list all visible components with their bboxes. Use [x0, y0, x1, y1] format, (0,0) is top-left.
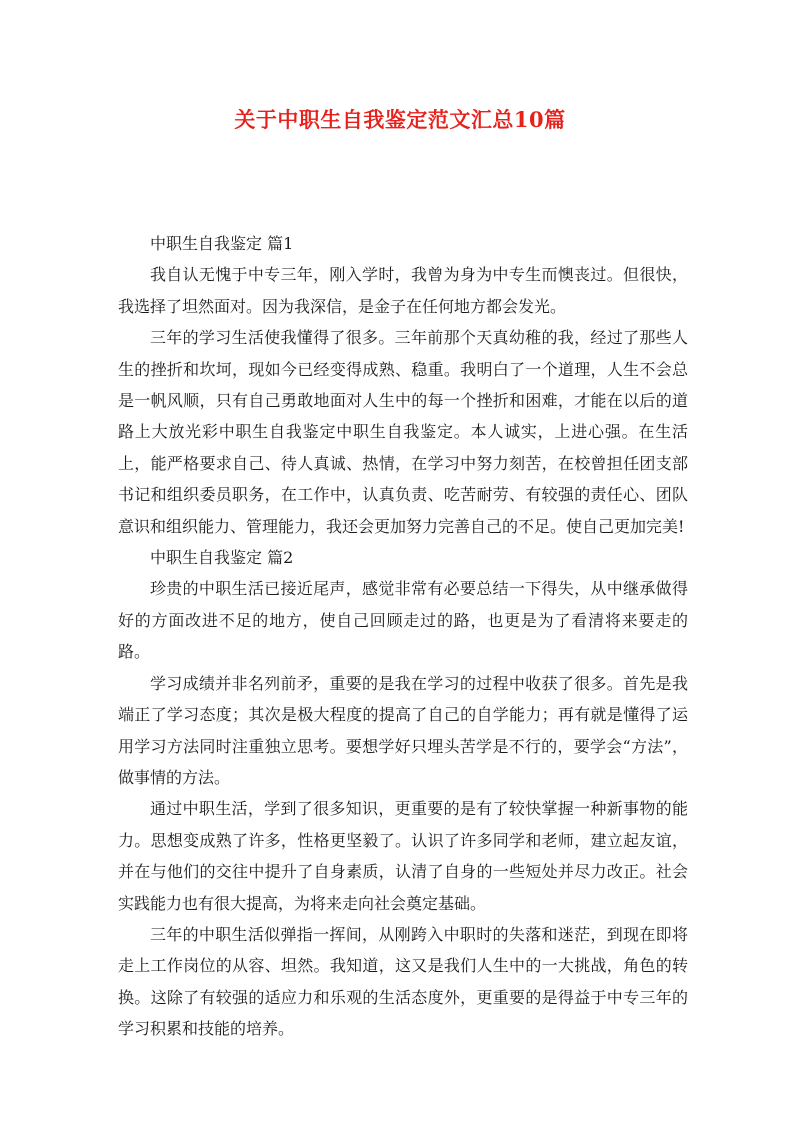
section-heading: 中职生自我鉴定 篇2 [150, 548, 294, 568]
paragraph: 三年的中职生活似弹指一挥间，从刚跨入中职时的失落和迷茫，到现在即将走上工作岗位的从容、坦然。我知道，这又是我们人生中的一大挑战，角色的转换。这除了有较强的适应力和乐观的生活态度外，更重要的是得益于中专三年的学习积累和技能的培养。 [118, 924, 688, 1039]
document-body [118, 228, 688, 1045]
paragraph: 珍贵的中职生活已接近尾声，感觉非常有必要总结一下得失，从中继承做得好的方面改进不足的地方，使自己回顾走过的路，也更是为了看清将来要走的路。 [118, 579, 688, 662]
section-heading: 中职生自我鉴定 篇1 [150, 234, 294, 253]
paragraph: 通过中职生活，学到了很多知识，更重要的是有了较快掌握一种新事物的能力。思想变成熟了许多，性格更坚毅了。认识了许多同学和老师，建立起友谊，并在与他们的交往中提升了自身素质，认清了自身的一些短处并尽力改正。社会实践能力也有很大提高，为将来走向社会奠定基础。 [118, 799, 688, 913]
paragraph: 三年的学习生活使我懂得了很多。三年前那个天真幼稚的我，经过了那些人生的挫折和坎坷，现如今已经变得成熟、稳重。我明白了一个道理，人生不会总是一帆风顺，只有自己勇敢地面对人生中的每一个挫折和困难，才能在以后的道路上大放光彩中职生自我鉴定中职生自我鉴定。本人诚实，上进心强。在生活上，能严格要求自己、待人真诚、热情，在学习中努力刻苦，在校曾担任团支部书记和组织委员职务，在工作中，认真负责、吃苦耐劳、有较强的责任心、团队意识和组织能力、管理能力，我还会更加努力完善自己的不足。使自己更加完美! [118, 328, 688, 536]
document-title: 关于中职生自我鉴定范文汇总10篇 [234, 107, 566, 132]
paragraph: 学习成绩并非名列前矛，重要的是我在学习的过程中收获了很多。首先是我端正了学习态度；其次是极大程度的提高了自己的自学能力；再有就是懂得了运用学习方法同时注重独立思考。要想学好只埋头苦学是不行的，要学会“方法”，做事情的方法。 [118, 673, 688, 787]
paragraph: 我自认无愧于中专三年，刚入学时，我曾为身为中专生而懊丧过。但很快，我选择了坦然面对。因为我深信，是金子在任何地方都会发光。 [118, 265, 688, 316]
